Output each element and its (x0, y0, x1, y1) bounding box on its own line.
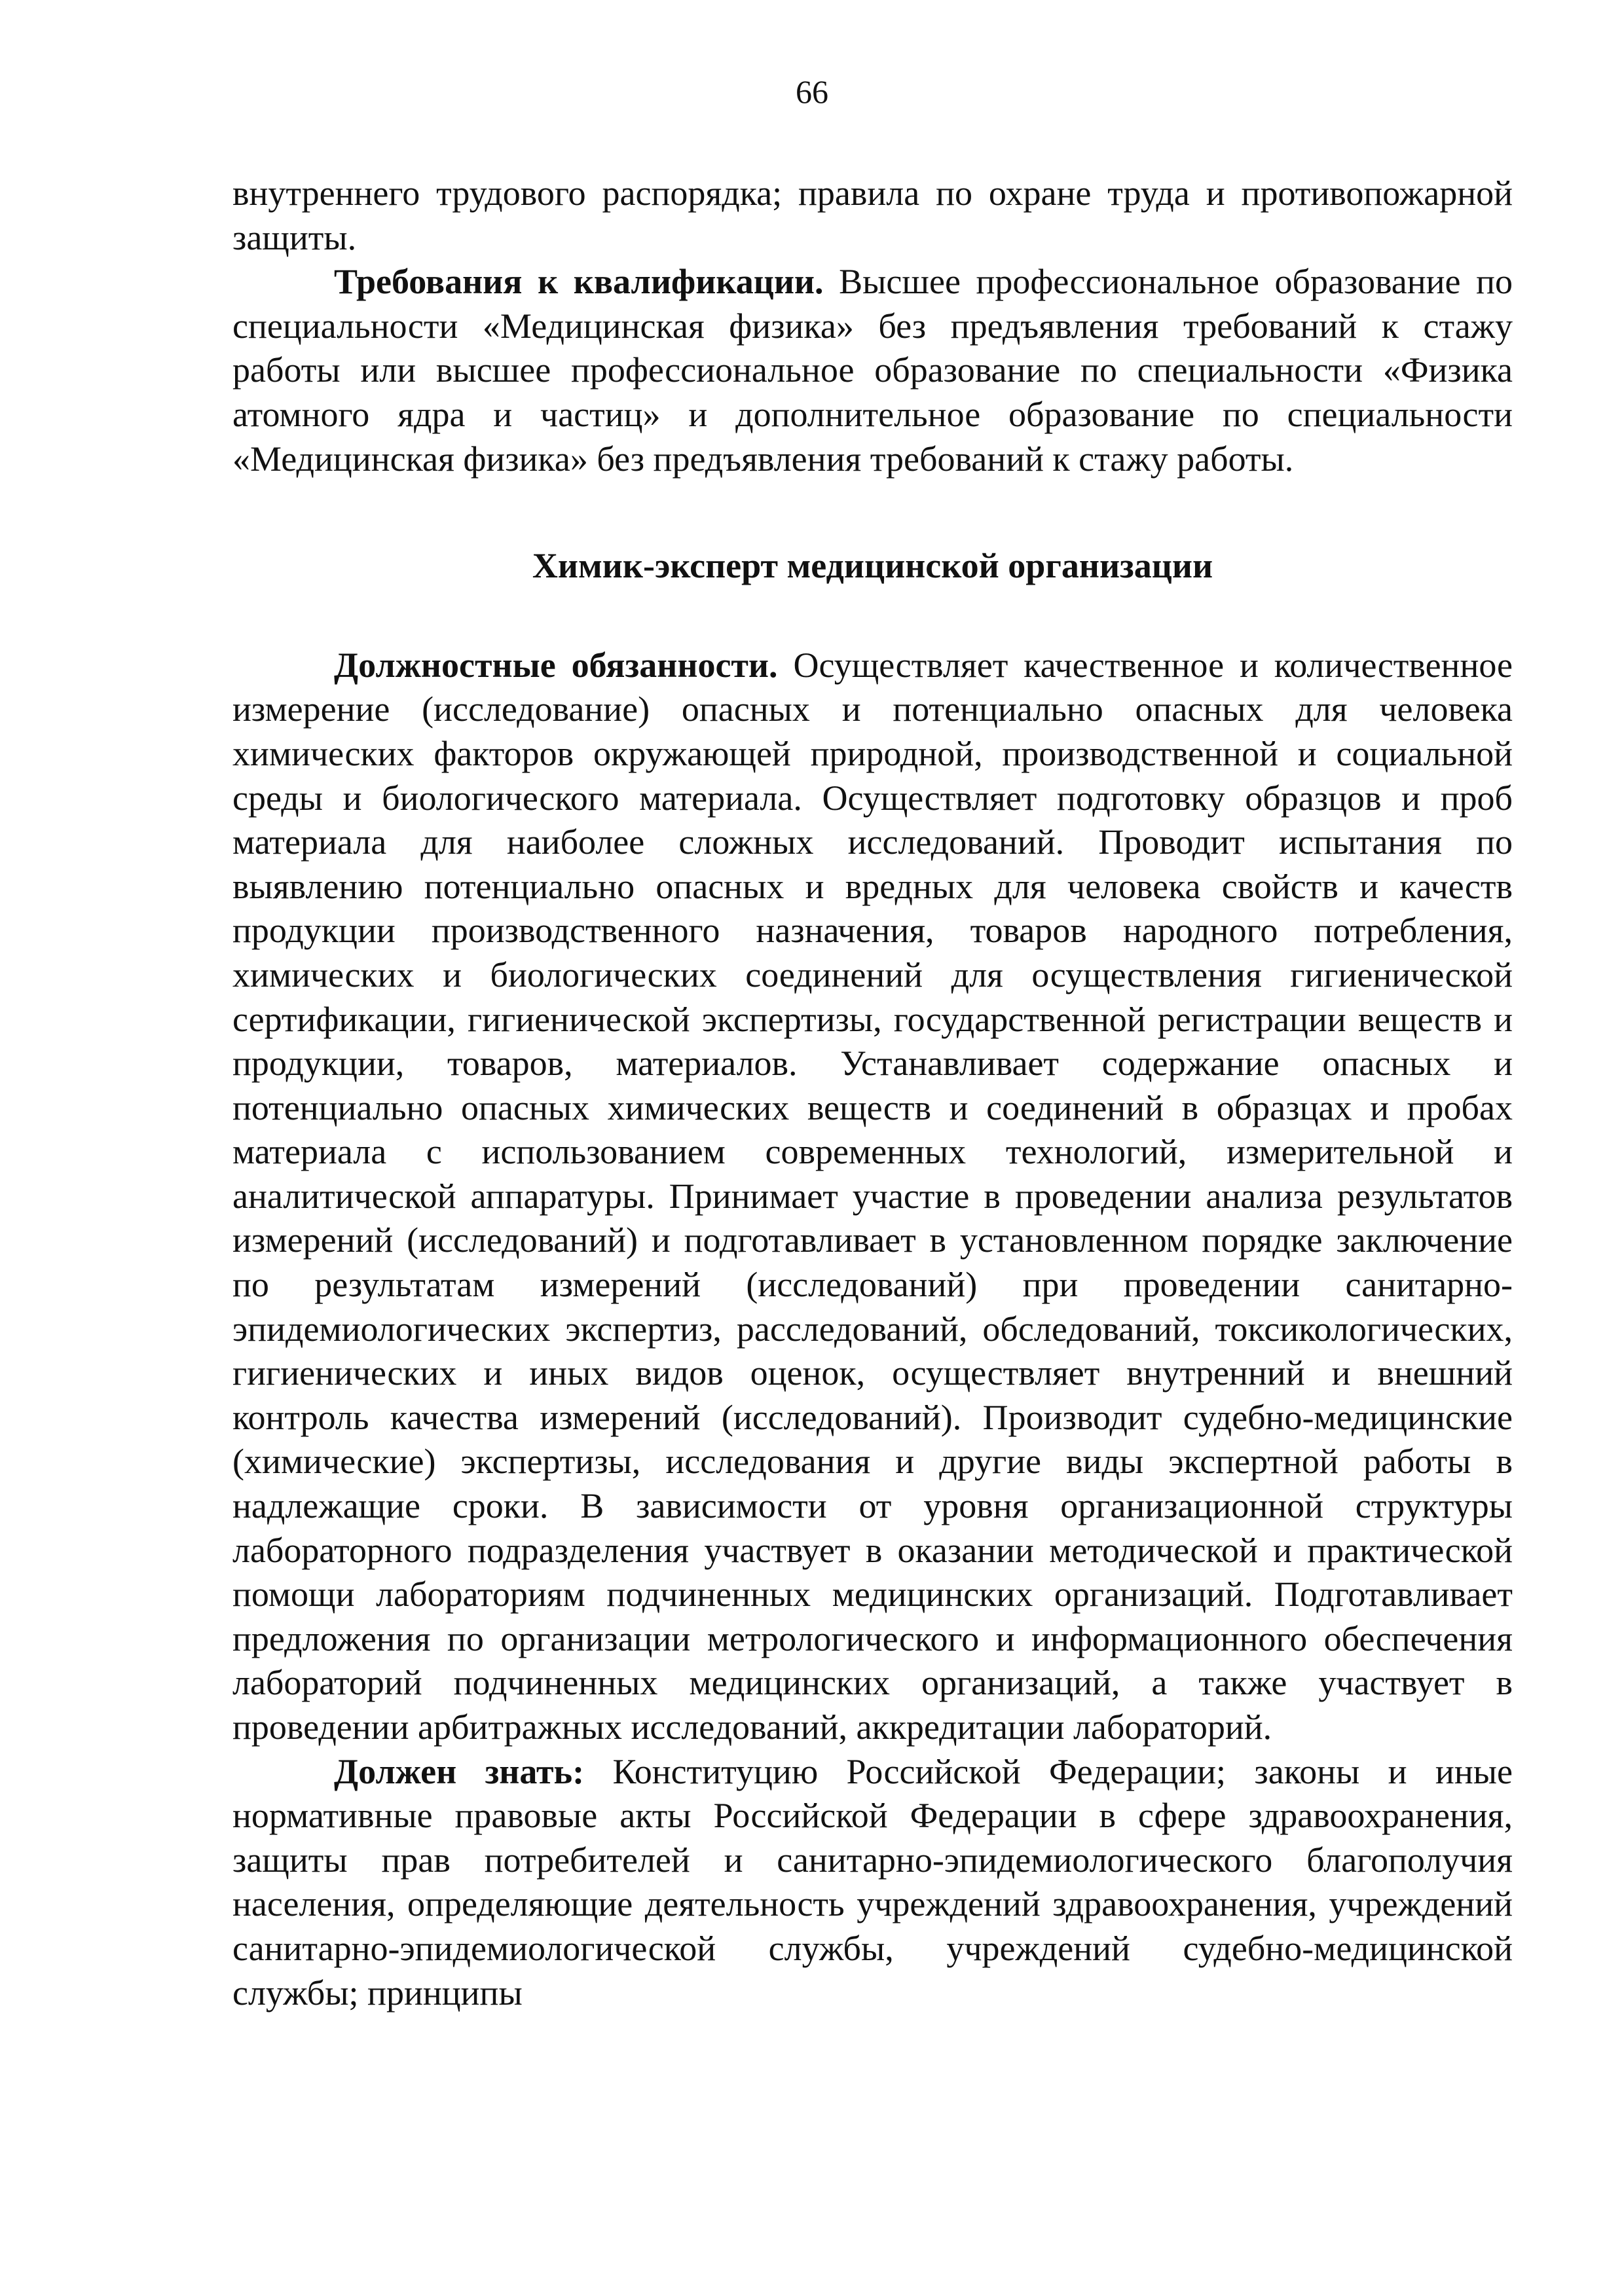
document-body (232, 172, 1513, 2015)
continuation-paragraph (232, 172, 1513, 260)
continuation-text: внутреннего трудового распорядка; правила по охране труда и противопожарной защиты. (232, 173, 1513, 257)
duties-text: Осуществляет качественное и количественное измерение (исследование) опасных и потенциально опасных для человека химических факторов окружающей природной, производственной и социальной среды и биологического материала. Осуществляет подготовку образцов и проб материала для наиболее сложных исследований. Проводит испытания по выявлению потенциально опасных и вредных для человека свойств и качеств продукции производственного назначения, товаров народного потребления, химических и биологических соединений для осуществления гигиенической сертификации, гигиенической экспертизы, государственной регистрации веществ и продукции, товаров, материалов. Устанавливает содержание опасных и потенциально опасных химических веществ и соединений в образцах и пробах материала с использованием современных технологий, измерительной и аналитической аппаратуры. Принимает участие в проведении анализа результатов измерений (исследований) и подготавливает в установленном порядке заключение по результатам измерений (исследований) при проведении санитарно-эпидемиологических экспертиз, расследований, обследований, токсикологических, гигиенических и иных видов оценок, осуществляет внутренний и внешний контроль качества измерений (исследований). Производит судебно-медицинские (химические) экспертизы, исследования и другие виды экспертной работы в надлежащие сроки. В зависимости от уровня организационной структуры лабораторного подразделения участвует в оказании методической и практической помощи лабораториям подчиненных медицинских организаций. Подготавливает предложения по организации метрологического и информационного обеспечения лабораторий подчиненных медицинских организаций, а также участвует в проведении арбитражных исследований, аккредитации лабораторий. (232, 645, 1513, 1747)
knowledge-paragraph (232, 1750, 1513, 2016)
section-title: Химик-эксперт медицинской организации (532, 546, 1213, 586)
page-number: 66 (796, 73, 828, 110)
duties-label: Должностные обязанности. (334, 645, 778, 685)
qualification-text: Высшее профессиональное образование по специальности «Медицинская физика» без предъявления требований к стажу работы или высшее профессиональное образование по специальности «Физика атомного ядра и частиц» и дополнительное образование по специальности «Медицинская физика» без предъявления требований к стажу работы. (232, 262, 1513, 479)
qualification-paragraph (232, 260, 1513, 481)
knowledge-text: Конституцию Российской Федерации; законы и иные нормативные правовые акты Российской Федерации в сфере здравоохранения, защиты прав потребителей и санитарно-эпидемиологического благополучия населения, определяющие деятельность учреждений здравоохранения, учреждений санитарно-эпидемиологической службы, учреждений судебно-медицинской службы; принципы (232, 1751, 1513, 2013)
knowledge-label: Должен знать: (334, 1751, 585, 1791)
duties-paragraph (232, 644, 1513, 1750)
qualification-label: Требования к квалификации. (334, 262, 824, 302)
